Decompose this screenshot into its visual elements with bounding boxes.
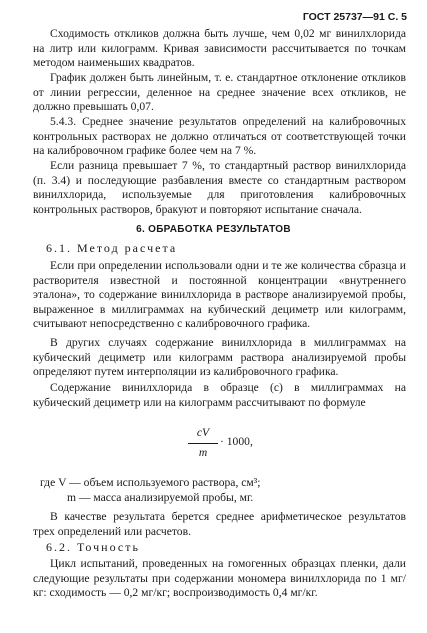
subsection-6-1: 6.1. Метод расчета xyxy=(46,241,178,255)
formula-numerator: cV xyxy=(196,426,210,439)
formula xyxy=(170,426,290,466)
legend-v: где V — объем используемого раствора, см³; xyxy=(40,476,261,489)
section-title: 6. ОБРАБОТКА РЕЗУЛЬТАТОВ xyxy=(136,224,291,235)
fraction-bar xyxy=(188,443,218,444)
page-header: ГОСТ 25737—91 С. 5 xyxy=(302,11,407,23)
paragraph-internal-standard: Если при определении использовали одни и те же количества сбразца и растворителя известной и постоянной концентрации «внутреннего эталона», то содержание винилхлорида в растворе анализируемой пробы, выраженное в миллиграммах на кубический дециметр или килограмм, считывают непосредственно с калибровочного графика. xyxy=(33,259,406,331)
paragraph-interpolation: В других случаях содержание винилхлорида в миллиграммах на кубический дециметр или килограмм раствора анализируемой пробы определяют путем интерполяции из калибровочного графика. xyxy=(33,336,406,379)
subsection-6-2: 6.2. Точность xyxy=(46,540,140,554)
paragraph-result-average: В качестве результата берется среднее арифметическое результатов трех определений или расчетов. xyxy=(33,510,406,538)
paragraph-5-4-3: 5.4.3. Среднее значение результатов определений на калибровочных контрольных растворах не должно отличаться от соответствующей точки на калибровочном графике более чем на 7 %. xyxy=(33,115,406,158)
paragraph-precision: Цикл испытаний, проведенных на гомогенных образцах пленки, дали следующие результаты при содержании мономера винилхлорида по 1 мг/кг: сходимость — 0,2 мг/кг; воспроизводимость 0,4 мг/кг. xyxy=(33,557,406,600)
paragraph-repeatability: Сходимость откликов должна быть лучше, чем 0,02 мг винилхлорида на литр или килограмм. Кривая зависимости рассчитывается по точкам методом наименьших квадратов. xyxy=(33,27,406,70)
formula-fraction xyxy=(188,426,218,461)
paragraph-deviation: Если разница превышает 7 %, то стандартный раствор винилхлорида (п. 3.4) и последующие разбавления вместе со стандартным раствором винилхлорида, используемые для приготовления калибровочных контрольных растворов, бракуют и повторяют испытание сначала. xyxy=(33,159,406,216)
legend-m: m — масса анализируемой пробы, мг. xyxy=(67,491,254,504)
paragraph-linearity: График должен быть линейным, т. е. стандартное отклонение откликов от линии регрессии, деленное на среднее значение всех откликов, не должно превышать 0,07. xyxy=(33,71,406,114)
formula-multiplier: · 1000, xyxy=(220,435,253,448)
formula-denominator: m xyxy=(198,446,208,459)
paragraph-formula-intro: Содержание винилхлорида в образце (с) в миллиграммах на кубический дециметр или на килограмм рассчитывают по формуле xyxy=(33,381,406,409)
